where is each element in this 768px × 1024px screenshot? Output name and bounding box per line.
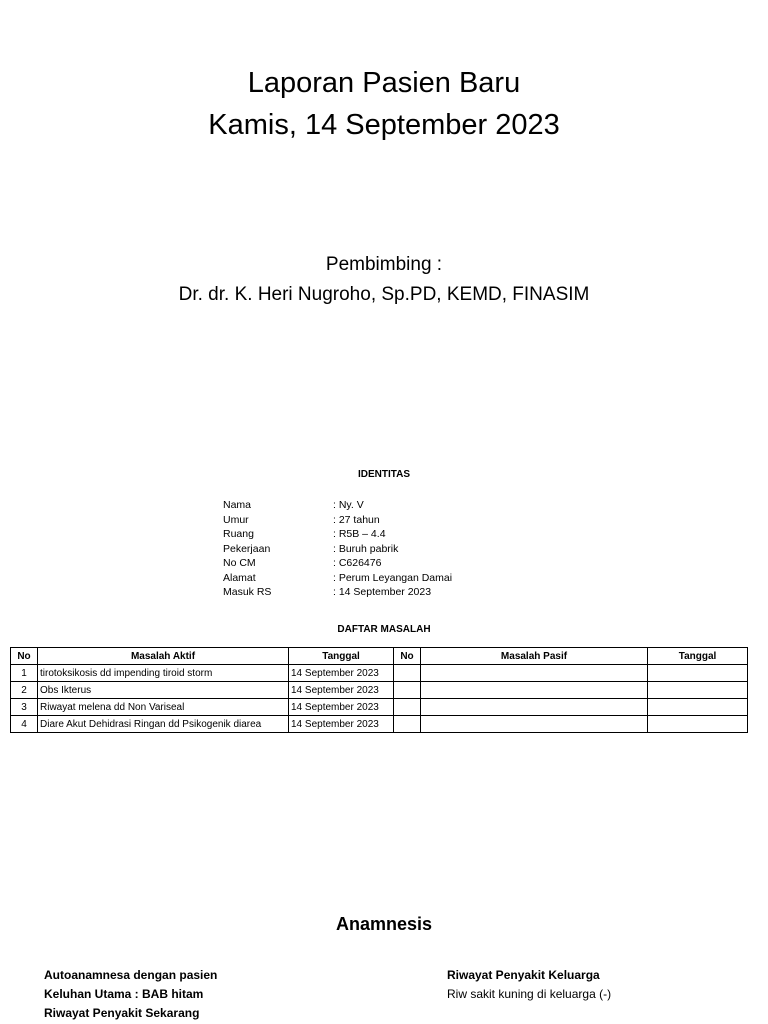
cell-date-passive: [648, 665, 748, 682]
cell-no: 1: [11, 665, 38, 682]
cell-date-passive: [648, 716, 748, 733]
cell-passive-problem: [421, 716, 648, 733]
family-history-heading: Riwayat Penyakit Keluarga: [447, 968, 600, 982]
column-header-date: Tanggal: [289, 648, 394, 665]
identity-value: : 14 September 2023: [333, 586, 432, 598]
identity-label: Pekerjaan: [223, 542, 271, 555]
cell-date: 14 September 2023: [289, 699, 394, 716]
table-row: [11, 716, 748, 733]
problem-table: [10, 647, 748, 733]
identity-value: : R5B – 4.4: [333, 528, 386, 540]
identity-value: : 27 tahun: [333, 513, 380, 526]
identity-row: [223, 542, 398, 557]
anamnesis-source: Autoanamnesa dengan pasien: [44, 968, 218, 982]
cell-no-passive: [394, 682, 421, 699]
column-header-passive-problem: Masalah Pasif: [421, 648, 648, 665]
cell-no-passive: [394, 716, 421, 733]
cell-date: 14 September 2023: [289, 682, 394, 699]
chief-complaint: Keluhan Utama : BAB hitam: [44, 987, 204, 1001]
problems-heading: DAFTAR MASALAH: [337, 624, 431, 635]
cell-passive-problem: [421, 665, 648, 682]
identity-row: [223, 585, 431, 600]
identity-label: Alamat: [223, 571, 256, 584]
supervisor-label: Pembimbing :: [325, 254, 443, 275]
cell-no: 4: [11, 716, 38, 733]
identity-row: [223, 513, 380, 528]
identity-row: [223, 498, 364, 513]
cell-no: 3: [11, 699, 38, 716]
cell-active-problem: Riwayat melena dd Non Variseal: [38, 699, 289, 716]
table-row: [11, 665, 748, 682]
cell-date: 14 September 2023: [289, 716, 394, 733]
cell-no: 2: [11, 682, 38, 699]
cell-active-problem: Diare Akut Dehidrasi Ringan dd Psikogenik diarea: [38, 716, 289, 733]
table-row: [11, 682, 748, 699]
identity-row: [223, 556, 381, 571]
supervisor-name: Dr. dr. K. Heri Nugroho, Sp.PD, KEMD, FINASIM: [178, 284, 590, 305]
identity-label: Nama: [223, 499, 252, 511]
report-date: Kamis, 14 September 2023: [208, 109, 560, 141]
cell-date: 14 September 2023: [289, 665, 394, 682]
cell-passive-problem: [421, 682, 648, 699]
cell-active-problem: tirotoksikosis dd impending tiroid storm: [38, 665, 289, 682]
identity-value: : C626476: [333, 557, 382, 569]
cell-no-passive: [394, 665, 421, 682]
report-title: Laporan Pasien Baru: [247, 67, 521, 99]
identity-value: : Ny. V: [333, 499, 364, 511]
identity-label: Ruang: [223, 528, 254, 540]
identity-label: No CM: [223, 557, 256, 569]
identity-row: [223, 571, 452, 586]
identity-label: Umur: [223, 513, 249, 526]
column-header-no-passive: No: [394, 648, 421, 665]
table-header-row: [11, 648, 748, 665]
identity-label: Masuk RS: [223, 586, 272, 598]
present-illness-heading: Riwayat Penyakit Sekarang: [44, 1006, 200, 1020]
anamnesis-heading: Anamnesis: [335, 914, 433, 934]
cell-no-passive: [394, 699, 421, 716]
identity-row: [223, 527, 386, 542]
cell-date-passive: [648, 699, 748, 716]
identity-heading: IDENTITAS: [357, 469, 411, 480]
family-history-text: Riw sakit kuning di keluarga (-): [447, 987, 612, 1001]
cell-date-passive: [648, 682, 748, 699]
cell-passive-problem: [421, 699, 648, 716]
table-row: [11, 699, 748, 716]
identity-value: : Perum Leyangan Damai: [333, 571, 453, 584]
column-header-date-passive: Tanggal: [648, 648, 748, 665]
identity-value: : Buruh pabrik: [333, 542, 399, 555]
cell-active-problem: Obs Ikterus: [38, 682, 289, 699]
column-header-active-problem: Masalah Aktif: [38, 648, 289, 665]
column-header-no: No: [11, 648, 38, 665]
